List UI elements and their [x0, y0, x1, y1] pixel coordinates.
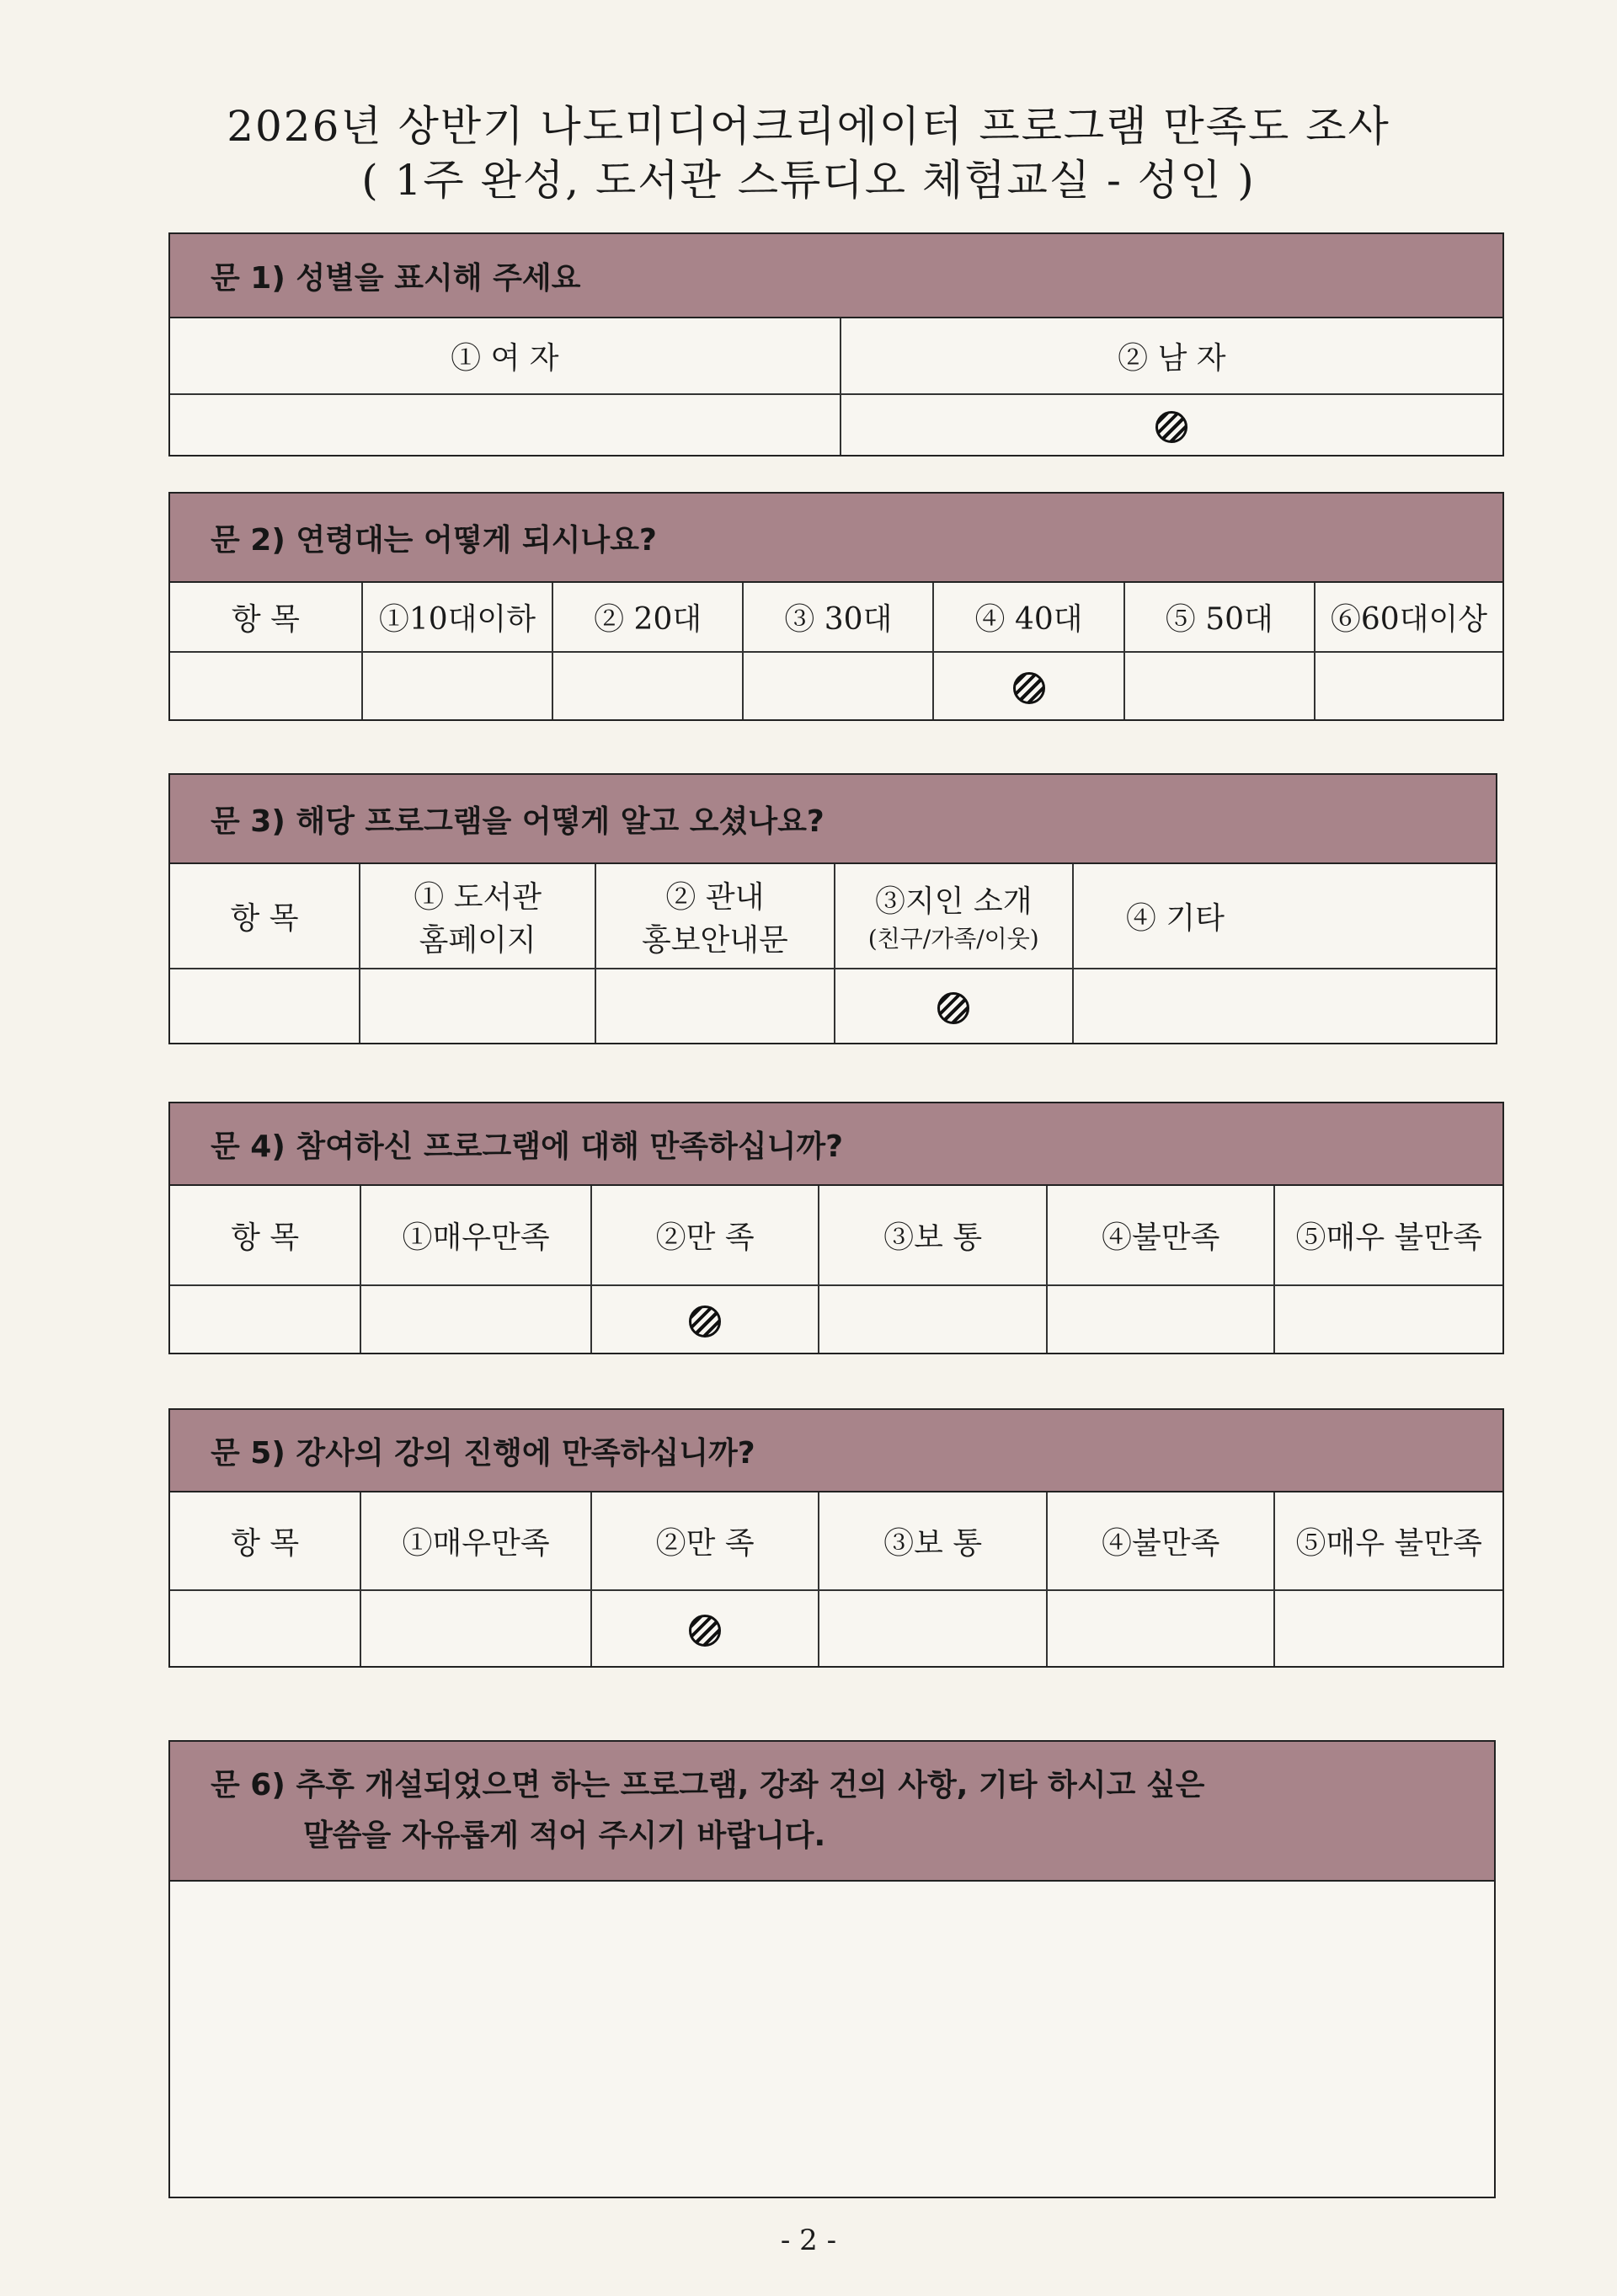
question-3-block [168, 773, 1497, 1044]
title-line-1: 2026년 상반기 나도미디어크리에이터 프로그램 만족도 조사 [227, 102, 1390, 151]
q3-option-line2: 홈페이지 [419, 922, 536, 958]
question-3-table [170, 864, 1496, 1043]
question-2-table [170, 583, 1502, 719]
question-5-block [168, 1408, 1504, 1668]
q2-answer-cell[interactable] [1315, 652, 1502, 719]
q5-answer-row-label [170, 1590, 360, 1666]
q5-option-label: ③보 통 [819, 1492, 1047, 1590]
q3-answer-cell[interactable] [1073, 969, 1496, 1043]
checked-mark-icon [689, 1306, 721, 1338]
q5-answer-cell[interactable] [591, 1590, 819, 1666]
q3-answer-cell[interactable] [835, 969, 1073, 1043]
q5-answer-cell[interactable] [819, 1590, 1047, 1666]
q2-option-label: ③ 30대 [743, 583, 933, 652]
question-6-line-2: 말씀을 자유롭게 적어 주시기 바랍니다. [303, 1818, 826, 1853]
checked-mark-icon [1013, 672, 1045, 704]
q4-answer-cell[interactable] [360, 1285, 591, 1353]
q2-answer-cell[interactable] [743, 652, 933, 719]
q2-option-label: ①10대이하 [362, 583, 552, 652]
checked-mark-icon [937, 992, 969, 1024]
question-2-block [168, 492, 1504, 721]
q4-answer-cell[interactable] [1274, 1285, 1502, 1353]
q2-answer-cell[interactable] [362, 652, 552, 719]
q5-answer-cell[interactable] [360, 1590, 591, 1666]
question-6-block [168, 1740, 1496, 2198]
page-title [0, 99, 1617, 207]
question-1-header: 문 1) 성별을 표시해 주세요 [170, 234, 1502, 318]
q5-item-label: 항 목 [170, 1492, 360, 1590]
q4-answer-cell[interactable] [1047, 1285, 1275, 1353]
question-1-block [168, 232, 1504, 457]
question-1-table [170, 318, 1502, 455]
q2-option-label: ⑤ 50대 [1124, 583, 1315, 652]
q4-answer-cell[interactable] [591, 1285, 819, 1353]
q2-option-label: ② 20대 [552, 583, 743, 652]
q3-option-line1: ③지인 소개 [874, 884, 1033, 919]
q3-option-label [835, 864, 1073, 969]
q3-answer-row-label [170, 969, 360, 1043]
q3-option-label [595, 864, 834, 969]
page-number: - 2 - [780, 2224, 837, 2257]
q4-option-label: ①매우만족 [360, 1186, 591, 1285]
question-4-table [170, 1186, 1502, 1353]
q3-option-label [360, 864, 595, 969]
q3-option-line2: (친구/가족/이웃) [867, 925, 1039, 953]
q4-option-label: ⑤매우 불만족 [1274, 1186, 1502, 1285]
q2-answer-cell[interactable] [552, 652, 743, 719]
q5-answer-cell[interactable] [1274, 1590, 1502, 1666]
q4-option-label: ③보 통 [819, 1186, 1047, 1285]
q2-answer-cell[interactable] [933, 652, 1123, 719]
q5-answer-cell[interactable] [1047, 1590, 1275, 1666]
q3-option-line2: 홍보안내문 [641, 922, 788, 958]
q5-option-label: ④불만족 [1047, 1492, 1275, 1590]
q5-option-label: ①매우만족 [360, 1492, 591, 1590]
title-line-2: ( 1주 완성, 도서관 스튜디오 체험교실 - 성인 ) [361, 156, 1256, 205]
q1-option-female-label: ① 여 자 [170, 318, 841, 394]
question-3-header: 문 3) 해당 프로그램을 어떻게 알고 오셨나요? [170, 775, 1496, 864]
question-4-block [168, 1102, 1504, 1354]
q3-option-line1: ② 관내 [665, 879, 765, 915]
question-5-table [170, 1492, 1502, 1666]
q2-answer-cell[interactable] [1124, 652, 1315, 719]
question-6-header [170, 1742, 1494, 1882]
q1-answer-cell-male[interactable] [841, 394, 1502, 455]
q2-option-label: ④ 40대 [933, 583, 1123, 652]
q4-option-label: ④불만족 [1047, 1186, 1275, 1285]
q4-answer-cell[interactable] [819, 1285, 1047, 1353]
q2-item-label: 항 목 [170, 583, 362, 652]
checked-mark-icon [689, 1615, 721, 1647]
q2-answer-row-label [170, 652, 362, 719]
q1-option-male-label: ② 남 자 [841, 318, 1502, 394]
q3-answer-cell[interactable] [595, 969, 834, 1043]
q3-option-line1: ④ 기타 [1125, 901, 1225, 936]
checked-mark-icon [1155, 411, 1187, 443]
comment-textarea[interactable] [170, 1882, 1494, 2197]
q1-answer-cell-female[interactable] [170, 394, 841, 455]
q4-answer-row-label [170, 1285, 360, 1353]
question-5-header: 문 5) 강사의 강의 진행에 만족하십니까? [170, 1410, 1502, 1492]
q5-option-label: ⑤매우 불만족 [1274, 1492, 1502, 1590]
q4-option-label: ②만 족 [591, 1186, 819, 1285]
q3-answer-cell[interactable] [360, 969, 595, 1043]
q2-option-label: ⑥60대이상 [1315, 583, 1502, 652]
question-2-header: 문 2) 연령대는 어떻게 되시나요? [170, 494, 1502, 583]
q3-option-line1: ① 도서관 [414, 879, 542, 915]
q4-item-label: 항 목 [170, 1186, 360, 1285]
question-6-line-1: 문 6) 추후 개설되었으면 하는 프로그램, 강좌 건의 사항, 기타 하시고 싶은 [211, 1768, 1205, 1802]
q3-option-label [1073, 864, 1496, 969]
q5-option-label: ②만 족 [591, 1492, 819, 1590]
q3-item-label: 항 목 [170, 864, 360, 969]
question-4-header: 문 4) 참여하신 프로그램에 대해 만족하십니까? [170, 1103, 1502, 1186]
